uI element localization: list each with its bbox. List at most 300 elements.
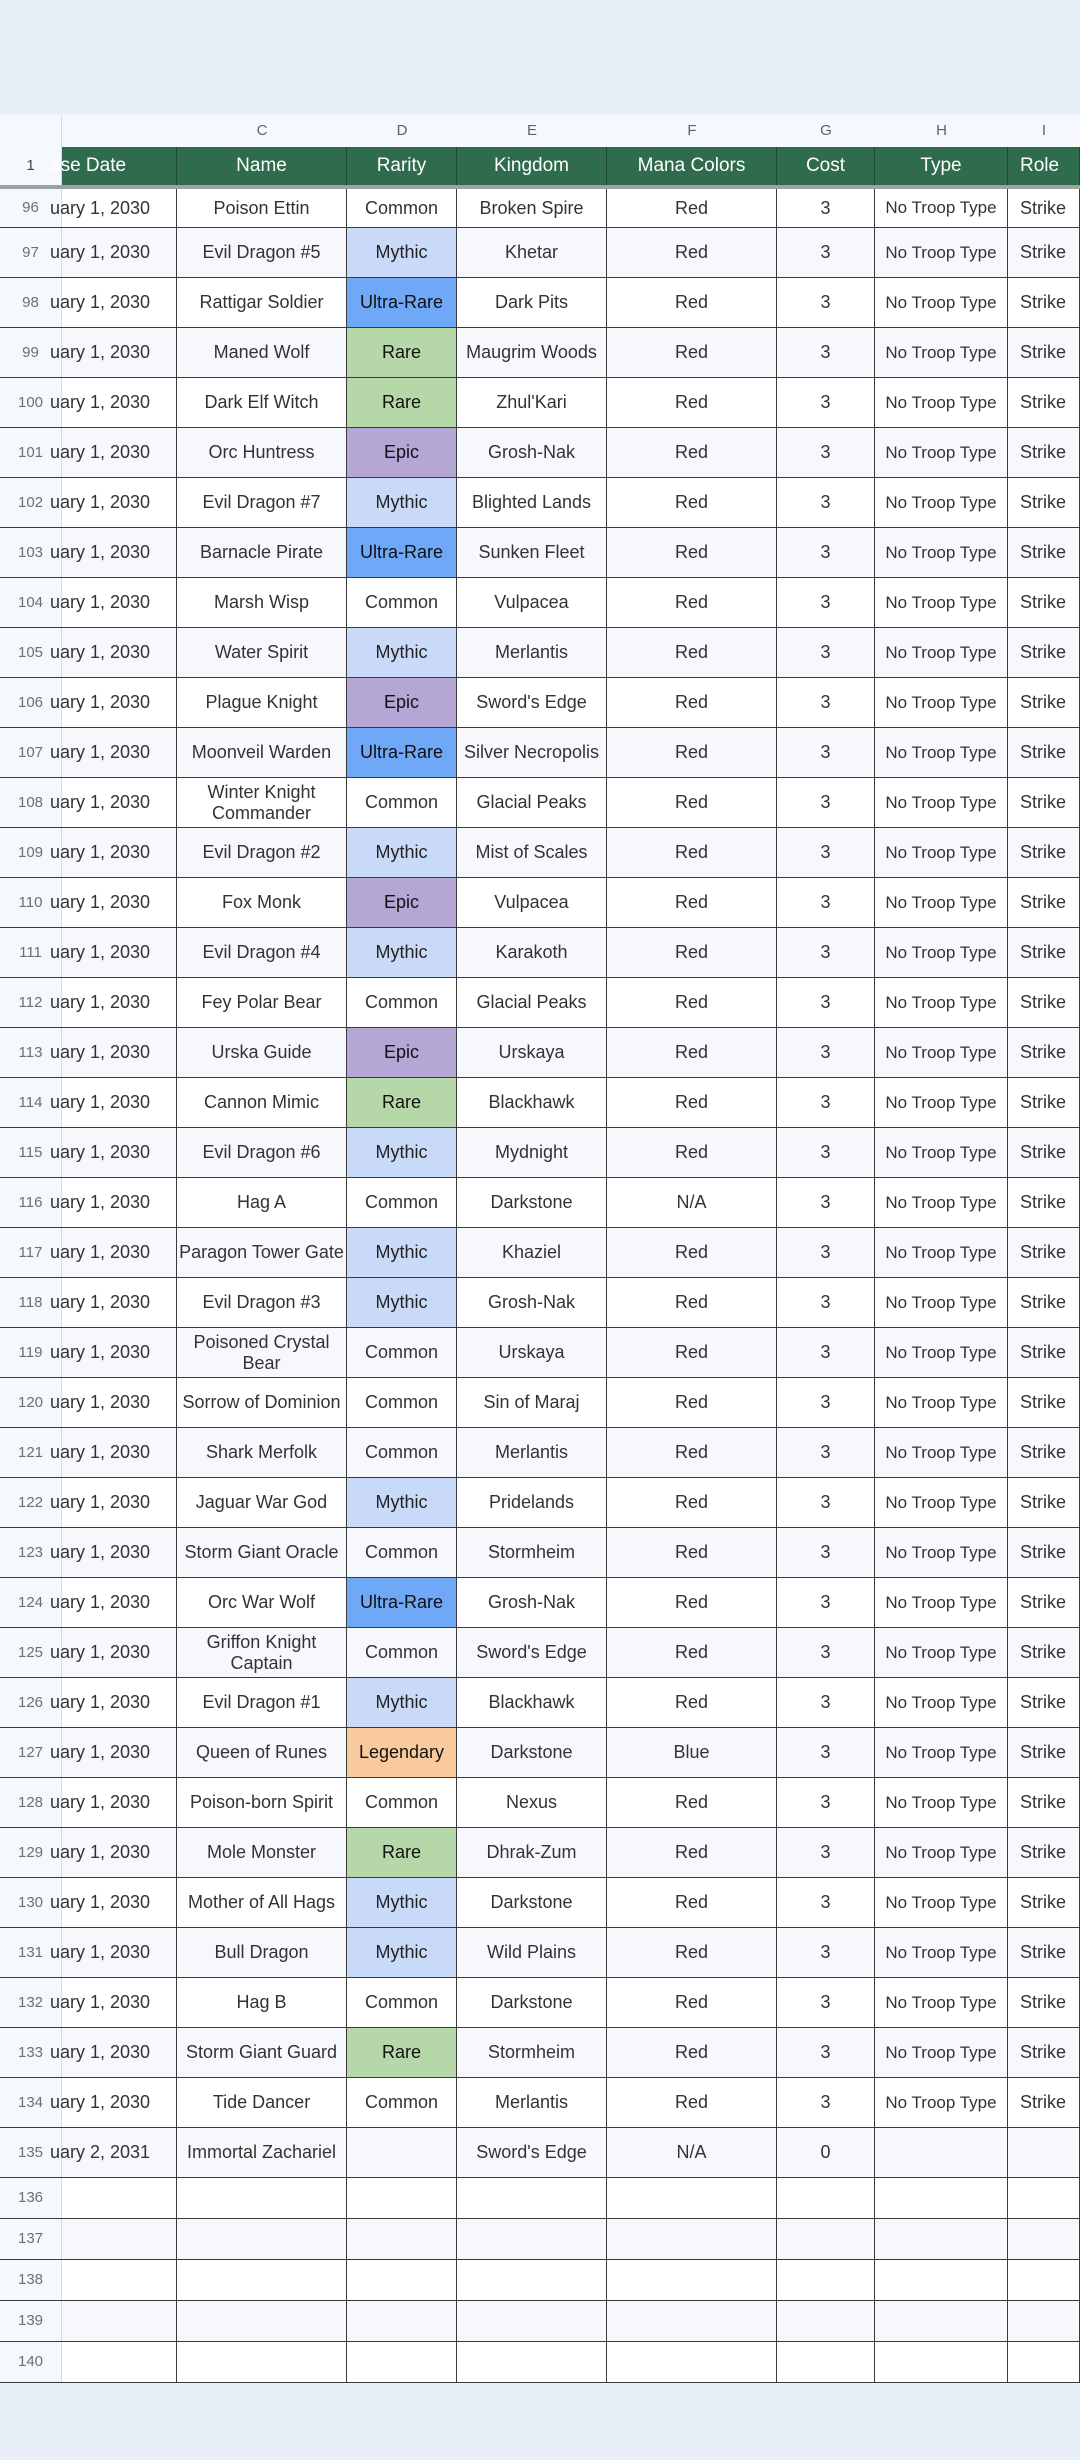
row-number[interactable]: 110 <box>0 878 62 927</box>
cell-kingdom[interactable]: Nexus <box>457 1778 607 1827</box>
cell-type[interactable]: No Troop Type <box>875 1778 1008 1827</box>
cell-mana-colors[interactable]: Red <box>607 1328 777 1377</box>
cell-mana-colors[interactable]: Red <box>607 1578 777 1627</box>
cell-cost[interactable]: 3 <box>777 778 875 827</box>
row-number[interactable]: 136 <box>0 2178 62 2218</box>
cell-cost[interactable]: 3 <box>777 528 875 577</box>
row-number[interactable]: 133 <box>0 2028 62 2077</box>
cell-release-date[interactable]: uary 1, 2030 <box>62 828 177 877</box>
row-number[interactable]: 140 <box>0 2342 62 2382</box>
cell-name[interactable]: Griffon Knight Captain <box>177 1628 347 1677</box>
row-number[interactable]: 132 <box>0 1978 62 2027</box>
cell-role[interactable]: Strike <box>1008 1978 1080 2027</box>
row-number[interactable]: 106 <box>0 678 62 727</box>
cell-rarity[interactable]: Rare <box>347 378 457 427</box>
cell-rarity[interactable]: Mythic <box>347 1278 457 1327</box>
cell-cost[interactable]: 3 <box>777 228 875 277</box>
cell-cost[interactable]: 3 <box>777 1078 875 1127</box>
cell-type[interactable]: No Troop Type <box>875 1178 1008 1227</box>
cell-release-date[interactable]: uary 1, 2030 <box>62 778 177 827</box>
cell-cost[interactable] <box>777 2219 875 2259</box>
cell-type[interactable]: No Troop Type <box>875 1978 1008 2027</box>
cell-kingdom[interactable]: Darkstone <box>457 1178 607 1227</box>
cell-release-date[interactable]: uary 1, 2030 <box>62 1778 177 1827</box>
cell-mana-colors[interactable]: Red <box>607 478 777 527</box>
cell-type[interactable]: No Troop Type <box>875 428 1008 477</box>
row-number[interactable]: 115 <box>0 1128 62 1177</box>
cell-mana-colors[interactable]: Red <box>607 1928 777 1977</box>
cell-role[interactable]: Strike <box>1008 1828 1080 1877</box>
cell-kingdom[interactable] <box>457 2178 607 2218</box>
row-number[interactable]: 124 <box>0 1578 62 1627</box>
cell-cost[interactable]: 3 <box>777 978 875 1027</box>
cell-type[interactable]: No Troop Type <box>875 778 1008 827</box>
cell-rarity[interactable]: Common <box>347 1428 457 1477</box>
cell-type[interactable]: No Troop Type <box>875 628 1008 677</box>
cell-release-date[interactable]: uary 1, 2030 <box>62 578 177 627</box>
cell-cost[interactable]: 3 <box>777 2028 875 2077</box>
cell-release-date[interactable]: uary 1, 2030 <box>62 1278 177 1327</box>
cell-kingdom[interactable]: Blackhawk <box>457 1678 607 1727</box>
cell-role[interactable]: Strike <box>1008 2078 1080 2127</box>
cell-kingdom[interactable]: Karakoth <box>457 928 607 977</box>
cell-role[interactable]: Strike <box>1008 1778 1080 1827</box>
cell-name[interactable]: Evil Dragon #2 <box>177 828 347 877</box>
cell-kingdom[interactable]: Merlantis <box>457 2078 607 2127</box>
row-number[interactable]: 101 <box>0 428 62 477</box>
cell-type[interactable]: No Troop Type <box>875 2028 1008 2077</box>
cell-release-date[interactable]: uary 1, 2030 <box>62 1528 177 1577</box>
cell-release-date[interactable]: uary 1, 2030 <box>62 1028 177 1077</box>
cell-rarity[interactable]: Mythic <box>347 228 457 277</box>
cell-rarity[interactable]: Legendary <box>347 1728 457 1777</box>
cell-release-date[interactable]: uary 1, 2030 <box>62 1228 177 1277</box>
row-number[interactable]: 117 <box>0 1228 62 1277</box>
cell-type[interactable]: No Troop Type <box>875 2078 1008 2127</box>
row-number[interactable]: 98 <box>0 278 62 327</box>
cell-cost[interactable] <box>777 2342 875 2382</box>
cell-name[interactable]: Evil Dragon #5 <box>177 228 347 277</box>
cell-mana-colors[interactable]: Red <box>607 928 777 977</box>
cell-type[interactable]: No Troop Type <box>875 578 1008 627</box>
cell-release-date[interactable] <box>62 2260 177 2300</box>
cell-type[interactable]: No Troop Type <box>875 1628 1008 1677</box>
cell-mana-colors[interactable]: Red <box>607 1028 777 1077</box>
cell-mana-colors[interactable] <box>607 2342 777 2382</box>
row-number[interactable]: 123 <box>0 1528 62 1577</box>
cell-release-date[interactable] <box>62 2301 177 2341</box>
cell-release-date[interactable]: uary 1, 2030 <box>62 1878 177 1927</box>
cell-kingdom[interactable]: Blighted Lands <box>457 478 607 527</box>
header-name[interactable]: Name <box>177 147 347 185</box>
cell-kingdom[interactable]: Stormheim <box>457 1528 607 1577</box>
cell-role[interactable]: Strike <box>1008 1628 1080 1677</box>
cell-release-date[interactable]: uary 1, 2030 <box>62 1078 177 1127</box>
cell-name[interactable]: Storm Giant Guard <box>177 2028 347 2077</box>
cell-cost[interactable]: 3 <box>777 1178 875 1227</box>
cell-type[interactable]: No Troop Type <box>875 1128 1008 1177</box>
cell-name[interactable]: Evil Dragon #6 <box>177 1128 347 1177</box>
cell-mana-colors[interactable]: Red <box>607 1828 777 1877</box>
column-header-d[interactable]: D <box>396 122 408 140</box>
cell-rarity[interactable] <box>347 2219 457 2259</box>
cell-type[interactable]: No Troop Type <box>875 189 1008 227</box>
cell-role[interactable]: Strike <box>1008 1928 1080 1977</box>
row-number[interactable]: 135 <box>0 2128 62 2177</box>
row-number[interactable]: 118 <box>0 1278 62 1327</box>
cell-type[interactable]: No Troop Type <box>875 878 1008 927</box>
cell-cost[interactable]: 3 <box>777 928 875 977</box>
cell-role[interactable]: Strike <box>1008 1128 1080 1177</box>
cell-cost[interactable]: 3 <box>777 1978 875 2027</box>
cell-rarity[interactable]: Common <box>347 778 457 827</box>
cell-name[interactable]: Immortal Zachariel <box>177 2128 347 2177</box>
cell-rarity[interactable]: Common <box>347 578 457 627</box>
column-header-c[interactable]: C <box>256 122 268 140</box>
cell-name[interactable]: Bull Dragon <box>177 1928 347 1977</box>
cell-mana-colors[interactable]: Red <box>607 1978 777 2027</box>
cell-cost[interactable]: 3 <box>777 428 875 477</box>
row-number[interactable]: 134 <box>0 2078 62 2127</box>
cell-role[interactable]: Strike <box>1008 1228 1080 1277</box>
cell-release-date[interactable]: uary 1, 2030 <box>62 628 177 677</box>
row-number[interactable]: 125 <box>0 1628 62 1677</box>
cell-cost[interactable]: 3 <box>777 1828 875 1877</box>
cell-mana-colors[interactable]: Red <box>607 978 777 1027</box>
cell-mana-colors[interactable] <box>607 2219 777 2259</box>
cell-cost[interactable]: 3 <box>777 878 875 927</box>
cell-name[interactable]: Evil Dragon #1 <box>177 1678 347 1727</box>
cell-cost[interactable]: 0 <box>777 2128 875 2177</box>
cell-rarity[interactable]: Mythic <box>347 828 457 877</box>
cell-kingdom[interactable]: Vulpacea <box>457 878 607 927</box>
cell-cost[interactable]: 3 <box>777 828 875 877</box>
cell-type[interactable]: No Troop Type <box>875 828 1008 877</box>
cell-role[interactable]: Strike <box>1008 828 1080 877</box>
row-number[interactable]: 1 <box>0 147 62 185</box>
cell-cost[interactable] <box>777 2301 875 2341</box>
cell-role[interactable]: Strike <box>1008 928 1080 977</box>
cell-mana-colors[interactable]: Red <box>607 2078 777 2127</box>
row-number[interactable]: 109 <box>0 828 62 877</box>
cell-type[interactable]: No Troop Type <box>875 1678 1008 1727</box>
cell-rarity[interactable]: Epic <box>347 878 457 927</box>
cell-release-date[interactable]: uary 1, 2030 <box>62 1128 177 1177</box>
cell-mana-colors[interactable]: Red <box>607 578 777 627</box>
cell-role[interactable]: Strike <box>1008 2028 1080 2077</box>
column-header-i[interactable]: I <box>1041 122 1047 140</box>
cell-name[interactable]: Orc War Wolf <box>177 1578 347 1627</box>
cell-role[interactable]: Strike <box>1008 978 1080 1027</box>
cell-name[interactable] <box>177 2260 347 2300</box>
header-kingdom[interactable]: Kingdom <box>457 147 607 185</box>
cell-name[interactable]: Maned Wolf <box>177 328 347 377</box>
cell-role[interactable]: Strike <box>1008 1528 1080 1577</box>
cell-rarity[interactable]: Common <box>347 1378 457 1427</box>
header-cost[interactable]: Cost <box>777 147 875 185</box>
cell-role[interactable] <box>1008 2260 1080 2300</box>
cell-type[interactable]: No Troop Type <box>875 728 1008 777</box>
cell-name[interactable]: Evil Dragon #4 <box>177 928 347 977</box>
cell-release-date[interactable]: uary 1, 2030 <box>62 1728 177 1777</box>
cell-mana-colors[interactable]: Blue <box>607 1728 777 1777</box>
cell-role[interactable]: Strike <box>1008 878 1080 927</box>
cell-type[interactable]: No Troop Type <box>875 478 1008 527</box>
cell-mana-colors[interactable]: Red <box>607 1628 777 1677</box>
cell-kingdom[interactable]: Glacial Peaks <box>457 778 607 827</box>
cell-cost[interactable]: 3 <box>777 1778 875 1827</box>
cell-role[interactable] <box>1008 2301 1080 2341</box>
cell-cost[interactable]: 3 <box>777 1578 875 1627</box>
cell-role[interactable]: Strike <box>1008 1178 1080 1227</box>
cell-rarity[interactable]: Mythic <box>347 478 457 527</box>
header-type[interactable]: Type <box>875 147 1008 185</box>
cell-cost[interactable]: 3 <box>777 1328 875 1377</box>
cell-name[interactable]: Moonveil Warden <box>177 728 347 777</box>
cell-release-date[interactable]: uary 1, 2030 <box>62 1628 177 1677</box>
cell-cost[interactable]: 3 <box>777 628 875 677</box>
cell-role[interactable]: Strike <box>1008 1078 1080 1127</box>
cell-role[interactable]: Strike <box>1008 1478 1080 1527</box>
cell-name[interactable]: Storm Giant Oracle <box>177 1528 347 1577</box>
cell-role[interactable]: Strike <box>1008 728 1080 777</box>
cell-role[interactable] <box>1008 2128 1080 2177</box>
cell-rarity[interactable]: Common <box>347 1528 457 1577</box>
cell-role[interactable]: Strike <box>1008 1328 1080 1377</box>
cell-rarity[interactable]: Rare <box>347 1078 457 1127</box>
cell-rarity[interactable]: Ultra-Rare <box>347 278 457 327</box>
cell-role[interactable] <box>1008 2219 1080 2259</box>
cell-mana-colors[interactable]: Red <box>607 1378 777 1427</box>
cell-mana-colors[interactable]: Red <box>607 1228 777 1277</box>
cell-role[interactable] <box>1008 2178 1080 2218</box>
cell-mana-colors[interactable]: Red <box>607 828 777 877</box>
column-header-e[interactable]: E <box>526 122 537 140</box>
cell-kingdom[interactable]: Grosh-Nak <box>457 1278 607 1327</box>
cell-name[interactable]: Cannon Mimic <box>177 1078 347 1127</box>
cell-rarity[interactable]: Common <box>347 2078 457 2127</box>
cell-release-date[interactable]: uary 1, 2030 <box>62 428 177 477</box>
row-number[interactable]: 130 <box>0 1878 62 1927</box>
cell-type[interactable]: No Troop Type <box>875 1828 1008 1877</box>
cell-release-date[interactable]: uary 1, 2030 <box>62 1478 177 1527</box>
cell-cost[interactable]: 3 <box>777 1428 875 1477</box>
cell-kingdom[interactable]: Wild Plains <box>457 1928 607 1977</box>
row-number[interactable]: 126 <box>0 1678 62 1727</box>
cell-cost[interactable]: 3 <box>777 1728 875 1777</box>
cell-rarity[interactable]: Epic <box>347 678 457 727</box>
cell-name[interactable] <box>177 2342 347 2382</box>
cell-kingdom[interactable]: Sword's Edge <box>457 678 607 727</box>
cell-type[interactable]: No Troop Type <box>875 228 1008 277</box>
cell-role[interactable]: Strike <box>1008 1278 1080 1327</box>
row-number[interactable]: 113 <box>0 1028 62 1077</box>
cell-release-date[interactable] <box>62 2178 177 2218</box>
cell-release-date[interactable]: uary 1, 2030 <box>62 278 177 327</box>
cell-rarity[interactable]: Common <box>347 978 457 1027</box>
cell-release-date[interactable]: uary 1, 2030 <box>62 878 177 927</box>
cell-rarity[interactable]: Mythic <box>347 1128 457 1177</box>
cell-name[interactable]: Orc Huntress <box>177 428 347 477</box>
cell-mana-colors[interactable]: N/A <box>607 2128 777 2177</box>
cell-type[interactable] <box>875 2342 1008 2382</box>
cell-kingdom[interactable] <box>457 2219 607 2259</box>
cell-kingdom[interactable]: Stormheim <box>457 2028 607 2077</box>
cell-rarity[interactable] <box>347 2128 457 2177</box>
cell-type[interactable]: No Troop Type <box>875 1728 1008 1777</box>
cell-type[interactable] <box>875 2260 1008 2300</box>
cell-type[interactable]: No Troop Type <box>875 1578 1008 1627</box>
cell-name[interactable]: Fox Monk <box>177 878 347 927</box>
cell-rarity[interactable]: Ultra-Rare <box>347 1578 457 1627</box>
cell-cost[interactable]: 3 <box>777 578 875 627</box>
cell-rarity[interactable]: Mythic <box>347 1928 457 1977</box>
cell-type[interactable]: No Troop Type <box>875 328 1008 377</box>
cell-release-date[interactable]: uary 1, 2030 <box>62 528 177 577</box>
cell-kingdom[interactable]: Sunken Fleet <box>457 528 607 577</box>
cell-cost[interactable]: 3 <box>777 1128 875 1177</box>
cell-type[interactable] <box>875 2219 1008 2259</box>
cell-kingdom[interactable]: Merlantis <box>457 1428 607 1477</box>
cell-rarity[interactable]: Mythic <box>347 1878 457 1927</box>
cell-role[interactable]: Strike <box>1008 1578 1080 1627</box>
cell-release-date[interactable]: uary 1, 2030 <box>62 189 177 227</box>
cell-rarity[interactable]: Rare <box>347 1828 457 1877</box>
cell-type[interactable]: No Troop Type <box>875 1278 1008 1327</box>
cell-type[interactable]: No Troop Type <box>875 378 1008 427</box>
cell-release-date[interactable] <box>62 2219 177 2259</box>
cell-mana-colors[interactable]: Red <box>607 678 777 727</box>
cell-kingdom[interactable]: Darkstone <box>457 1728 607 1777</box>
cell-type[interactable] <box>875 2178 1008 2218</box>
row-number[interactable]: 137 <box>0 2219 62 2259</box>
cell-type[interactable]: No Troop Type <box>875 1228 1008 1277</box>
cell-name[interactable]: Urska Guide <box>177 1028 347 1077</box>
cell-release-date[interactable]: uary 1, 2030 <box>62 1328 177 1377</box>
cell-kingdom[interactable]: Khaziel <box>457 1228 607 1277</box>
cell-cost[interactable]: 3 <box>777 2078 875 2127</box>
cell-kingdom[interactable] <box>457 2342 607 2382</box>
cell-release-date[interactable]: uary 1, 2030 <box>62 978 177 1027</box>
cell-rarity[interactable]: Rare <box>347 328 457 377</box>
cell-name[interactable]: Winter Knight Commander <box>177 778 347 827</box>
cell-name[interactable]: Mole Monster <box>177 1828 347 1877</box>
cell-cost[interactable]: 3 <box>777 1028 875 1077</box>
cell-kingdom[interactable]: Glacial Peaks <box>457 978 607 1027</box>
row-number[interactable]: 96 <box>0 189 62 227</box>
row-number[interactable]: 138 <box>0 2260 62 2300</box>
cell-rarity[interactable]: Common <box>347 189 457 227</box>
cell-kingdom[interactable]: Mist of Scales <box>457 828 607 877</box>
cell-rarity[interactable]: Mythic <box>347 1228 457 1277</box>
cell-kingdom[interactable]: Grosh-Nak <box>457 428 607 477</box>
cell-role[interactable]: Strike <box>1008 228 1080 277</box>
cell-kingdom[interactable]: Dhrak-Zum <box>457 1828 607 1877</box>
cell-mana-colors[interactable]: Red <box>607 1078 777 1127</box>
cell-rarity[interactable]: Epic <box>347 1028 457 1077</box>
cell-mana-colors[interactable]: Red <box>607 428 777 477</box>
row-number[interactable]: 127 <box>0 1728 62 1777</box>
cell-type[interactable]: No Troop Type <box>875 928 1008 977</box>
cell-mana-colors[interactable]: Red <box>607 1778 777 1827</box>
cell-role[interactable]: Strike <box>1008 528 1080 577</box>
cell-mana-colors[interactable]: Red <box>607 628 777 677</box>
cell-rarity[interactable]: Ultra-Rare <box>347 528 457 577</box>
cell-role[interactable]: Strike <box>1008 378 1080 427</box>
cell-name[interactable]: Water Spirit <box>177 628 347 677</box>
cell-release-date[interactable]: uary 1, 2030 <box>62 1578 177 1627</box>
cell-cost[interactable]: 3 <box>777 1928 875 1977</box>
cell-rarity[interactable]: Common <box>347 1628 457 1677</box>
cell-name[interactable] <box>177 2301 347 2341</box>
cell-release-date[interactable]: uary 1, 2030 <box>62 678 177 727</box>
cell-kingdom[interactable]: Sword's Edge <box>457 1628 607 1677</box>
cell-rarity[interactable] <box>347 2260 457 2300</box>
row-number[interactable]: 131 <box>0 1928 62 1977</box>
cell-kingdom[interactable]: Urskaya <box>457 1028 607 1077</box>
row-number[interactable]: 100 <box>0 378 62 427</box>
cell-role[interactable]: Strike <box>1008 1378 1080 1427</box>
cell-mana-colors[interactable]: Red <box>607 1128 777 1177</box>
cell-rarity[interactable] <box>347 2342 457 2382</box>
cell-rarity[interactable]: Common <box>347 1328 457 1377</box>
row-number[interactable]: 129 <box>0 1828 62 1877</box>
cell-type[interactable]: No Troop Type <box>875 1878 1008 1927</box>
cell-cost[interactable]: 3 <box>777 478 875 527</box>
cell-rarity[interactable]: Epic <box>347 428 457 477</box>
cell-role[interactable] <box>1008 2342 1080 2382</box>
cell-mana-colors[interactable] <box>607 2178 777 2218</box>
column-header-b[interactable] <box>62 115 177 147</box>
cell-mana-colors[interactable]: Red <box>607 189 777 227</box>
cell-release-date[interactable]: uary 1, 2030 <box>62 378 177 427</box>
cell-release-date[interactable]: uary 1, 2030 <box>62 2028 177 2077</box>
select-all-corner[interactable] <box>0 115 62 147</box>
cell-name[interactable]: Tide Dancer <box>177 2078 347 2127</box>
cell-mana-colors[interactable] <box>607 2301 777 2341</box>
cell-role[interactable]: Strike <box>1008 678 1080 727</box>
cell-role[interactable]: Strike <box>1008 328 1080 377</box>
cell-name[interactable]: Jaguar War God <box>177 1478 347 1527</box>
cell-name[interactable]: Dark Elf Witch <box>177 378 347 427</box>
cell-cost[interactable]: 3 <box>777 1478 875 1527</box>
cell-kingdom[interactable]: Khetar <box>457 228 607 277</box>
cell-type[interactable]: No Troop Type <box>875 978 1008 1027</box>
cell-type[interactable]: No Troop Type <box>875 1928 1008 1977</box>
row-number[interactable]: 128 <box>0 1778 62 1827</box>
row-number[interactable]: 103 <box>0 528 62 577</box>
cell-kingdom[interactable]: Mydnight <box>457 1128 607 1177</box>
cell-release-date[interactable]: uary 1, 2030 <box>62 1678 177 1727</box>
column-header-g[interactable]: G <box>820 122 832 140</box>
cell-release-date[interactable]: uary 1, 2030 <box>62 1428 177 1477</box>
cell-kingdom[interactable]: Merlantis <box>457 628 607 677</box>
cell-cost[interactable]: 3 <box>777 189 875 227</box>
cell-kingdom[interactable]: Darkstone <box>457 1878 607 1927</box>
cell-mana-colors[interactable]: Red <box>607 528 777 577</box>
cell-release-date[interactable]: uary 1, 2030 <box>62 1178 177 1227</box>
row-number[interactable]: 107 <box>0 728 62 777</box>
header-release-date[interactable]: ase Date <box>62 147 177 185</box>
cell-cost[interactable]: 3 <box>777 1628 875 1677</box>
cell-name[interactable]: Paragon Tower Gate <box>177 1228 347 1277</box>
header-role[interactable]: Role <box>1008 147 1080 185</box>
cell-rarity[interactable]: Rare <box>347 2028 457 2077</box>
cell-name[interactable]: Poisoned Crystal Bear <box>177 1328 347 1377</box>
cell-cost[interactable] <box>777 2260 875 2300</box>
cell-mana-colors[interactable]: Red <box>607 278 777 327</box>
cell-kingdom[interactable]: Zhul'Kari <box>457 378 607 427</box>
